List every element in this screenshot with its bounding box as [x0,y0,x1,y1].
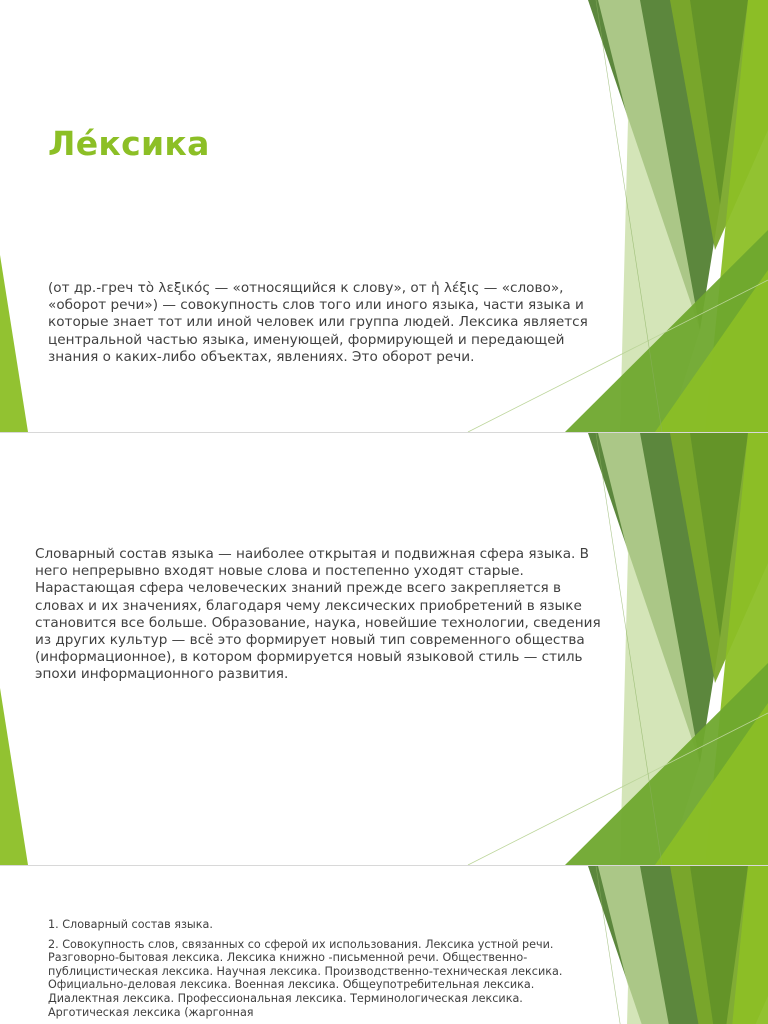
slide-3-list [48,918,568,1024]
slide-title: Ле́ксика [48,124,210,163]
slide-1 [0,0,768,432]
slide-1-body-text: (от др.-греч τὸ λεξικός — «относящийся к слову», от ἡ λέξις — «слово», «оборот речи») — совокупность слов того или иного языка, части языка и которые знает тот или иной человек или группа людей. Лексика является центральной частью языка, именующей, формирующей и передающей знания о каких-либо объектах, явлениях. Это оборот речи. [48,280,588,365]
slide-3 [0,866,768,1024]
slide-2 [0,433,768,865]
deco-left-stripe [0,255,28,432]
slide-2-body-text: Словарный состав языка — наиболее открытая и подвижная сфера языка. В него непрерывно входят новые слова и постепенно уходят старые. Нарастающая сфера человеческих знаний прежде всего закрепляется в словах и их значениях, благодаря чему лексических приобретений в языке становится все больше. Образование, наука, новейшие технологии, сведения из других культур — всё это формирует новый тип современного общества (информационное), в котором формируется новый языковой стиль — стиль эпохи информационного развития. [35,546,601,683]
list-item: 1. Словарный состав языка. [48,918,213,931]
slide-decoration-1 [0,0,768,432]
list-item: 2. Совокупность слов, связанных со сферой их использования. Лексика устной речи. Разговорно-бытовая лексика. Лексика книжно -письменной речи. Общественно-публицистическая лексика. Научная лексика. Производственно-техническая лексика. Официально-деловая лексика. Военная лексика. Общеупотребительная лексика. Диалектная лексика. Профессиональная лексика. Терминологическая лексика. Арготическая лексика (жаргонная [48,937,563,1019]
deco-left-stripe [0,688,28,865]
